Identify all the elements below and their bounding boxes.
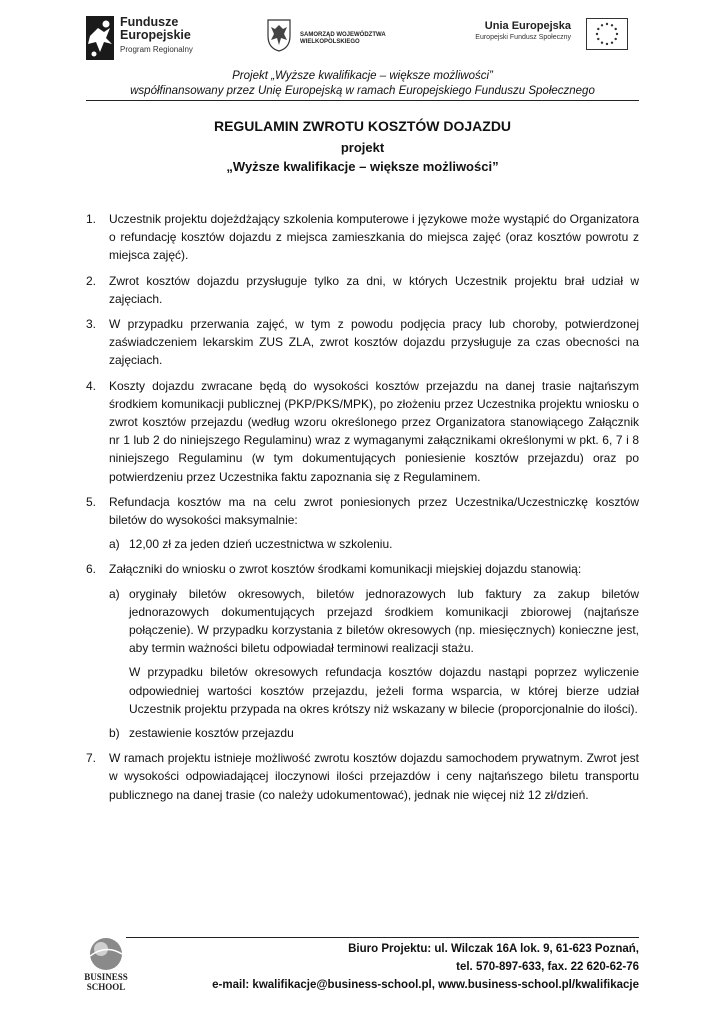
fundusze-subtitle: Program Regionalny bbox=[120, 45, 193, 54]
item-text: Załączniki do wniosku o zwrot kosztów środkami komunikacji miejskiej dojazdu stanowią: bbox=[109, 562, 582, 577]
item-number: 7. bbox=[86, 751, 97, 766]
footer-contact bbox=[212, 940, 639, 994]
list-item bbox=[86, 560, 639, 742]
item-number: 2. bbox=[86, 273, 97, 288]
logo-bar bbox=[86, 14, 646, 62]
document-title: REGULAMIN ZWROTU KOSZTÓW DOJAZDU bbox=[213, 118, 512, 134]
footer-email: e-mail: kwalifikacje@business-school.pl, www.business-school.pl/kwalifikacje bbox=[212, 979, 639, 991]
list-item bbox=[86, 377, 639, 486]
sub-item-text: zestawienie kosztów przejazdu bbox=[129, 726, 294, 741]
bs-logo-line2: SCHOOL bbox=[86, 982, 126, 992]
sub-item-letter: a) bbox=[109, 537, 120, 552]
eagle-crest-icon bbox=[266, 18, 292, 52]
item-text: Uczestnik projektu dojeżdżający szkolenia komputerowe i językowe może wystąpić do Organizatora o refundację kosztów dojazdu z miejsca zamieszkania do miejsca zajęć (oraz kosztów powrotu z miejsca zajęć). bbox=[109, 212, 639, 263]
eu-flag-icon bbox=[586, 18, 628, 50]
document-subtitle: projekt bbox=[340, 140, 385, 155]
item-text: Refundacja kosztów ma na celu zwrot poniesionych przez Uczestnika/Uczestniczkę kosztów biletów do wysokości maksymalnie: bbox=[109, 494, 639, 528]
samorzad-line1: SAMORZĄD WOJEWÓDZTWA bbox=[300, 32, 386, 38]
item-number: 3. bbox=[86, 317, 97, 332]
sub-item bbox=[109, 585, 639, 718]
item-text: Koszty dojazdu zwracane będą do wysokości kosztów przejazdu na danej trasie najtańszym środkiem komunikacji publicznej (PKP/PKS/MPK), po złożeniu przez Uczestnika projektu wniosku o zwrot kosztów przejazdu (według wzoru określonego przez Organizatora stanowiącego Załącznik nr 1 lub 2 do niniejszego Regulaminu) wraz z wymaganymi załącznikami określonymi w pkt. 6, 7 i 8 niniejszego Regulaminu (w tym dokumentujących poniesienie kosztów przejazdu) oraz po potwierdzeniu przez Uczestnika faktu zapoznania się z Regulaminem. bbox=[109, 378, 639, 484]
item-number: 5. bbox=[86, 494, 97, 509]
project-header: Projekt „Wyższe kwalifikacje – większe możliwości” bbox=[232, 70, 493, 82]
item-number: 1. bbox=[86, 212, 97, 226]
sub-item-letter: b) bbox=[109, 726, 120, 741]
header-divider bbox=[86, 100, 639, 101]
bs-logo-line1: BUSINESS bbox=[84, 972, 128, 982]
footer-address: Biuro Projektu: ul. Wilczak 16A lok. 9, 61-623 Poznań, bbox=[348, 943, 639, 955]
sub-item-text: 12,00 zł za jeden dzień uczestnictwa w szkoleniu. bbox=[129, 537, 393, 552]
fundusze-title: Fundusze Europejskie bbox=[120, 15, 191, 42]
business-school-logo bbox=[80, 934, 132, 994]
list-item bbox=[86, 315, 639, 370]
cofinancing-header: współfinansowany przez Unię Europejską w ramach Europejskiego Funduszu Społecznego bbox=[130, 85, 595, 97]
sub-item bbox=[109, 724, 639, 742]
project-name: „Wyższe kwalifikacje – większe możliwości” bbox=[226, 159, 499, 174]
item-number: 4. bbox=[86, 378, 97, 393]
sub-item bbox=[109, 535, 639, 553]
list-item bbox=[86, 749, 639, 804]
sub-item-text: oryginały biletów okresowych, biletów jednorazowych lub faktury za zakup biletów jednorazowych dokumentujących przejazd środkiem komunikacji zbiorowej (najtańsze połączenie). W przypadku korzystania z biletów okresowych (np. miesięcznych) konieczne jest, aby termin ważności biletu odpowiadał terminowi realizacji stażu. bbox=[129, 586, 639, 656]
list-item bbox=[86, 493, 639, 554]
sub-item-letter: a) bbox=[109, 586, 120, 601]
item-number: 6. bbox=[86, 562, 97, 577]
fundusze-europejskie-logo bbox=[86, 16, 216, 62]
item-text: W przypadku przerwania zajęć, w tym z powodu podjęcia pracy lub choroby, potwierdzonej zaświadczeniem lekarskim ZUS ZLA, zwrot kosztów dojazdu przysługuje za czas obecności na zajęciach. bbox=[109, 317, 639, 368]
fundusze-mark-icon bbox=[86, 16, 114, 60]
list-item bbox=[86, 272, 639, 308]
sub-item-paragraph: W przypadku biletów okresowych refundacja kosztów dojazdu nastąpi poprzez wyliczenie odpowiedniej wartości kosztów przejazdu, jeżeli forma wsparcia, w której bierze udział Uczestnik projektu przypada na okres krótszy niż wskazany w bilecie (proporcjonalnie do ilości). bbox=[129, 665, 639, 716]
wielkopolska-logo bbox=[266, 18, 406, 58]
samorzad-line2: WIELKOPOLSKIEGO bbox=[300, 39, 360, 45]
unia-europejska-logo bbox=[461, 18, 636, 58]
ue-subtitle: Europejski Fundusz Społeczny bbox=[475, 34, 571, 41]
item-text: W ramach projektu istnieje możliwość zwrotu kosztów dojazdu samochodem prywatnym. Zwrot jest w wysokości odpowiadającej iloczynowi ilości przejazdów i ceny najtańszego biletu transportu publicznego na danej trasie (co należy udokumentować), jednak nie więcej niż 12 zł/dzień. bbox=[109, 751, 639, 802]
footer-phone: tel. 570-897-633, fax. 22 620-62-76 bbox=[456, 961, 639, 973]
list-item bbox=[86, 210, 639, 265]
footer-divider bbox=[126, 937, 639, 938]
item-text: Zwrot kosztów dojazdu przysługuje tylko za dni, w których Uczestnik projektu brał udział w zajęciach. bbox=[109, 273, 639, 306]
ue-title: Unia Europejska bbox=[484, 20, 571, 32]
regulations-list bbox=[86, 210, 639, 811]
